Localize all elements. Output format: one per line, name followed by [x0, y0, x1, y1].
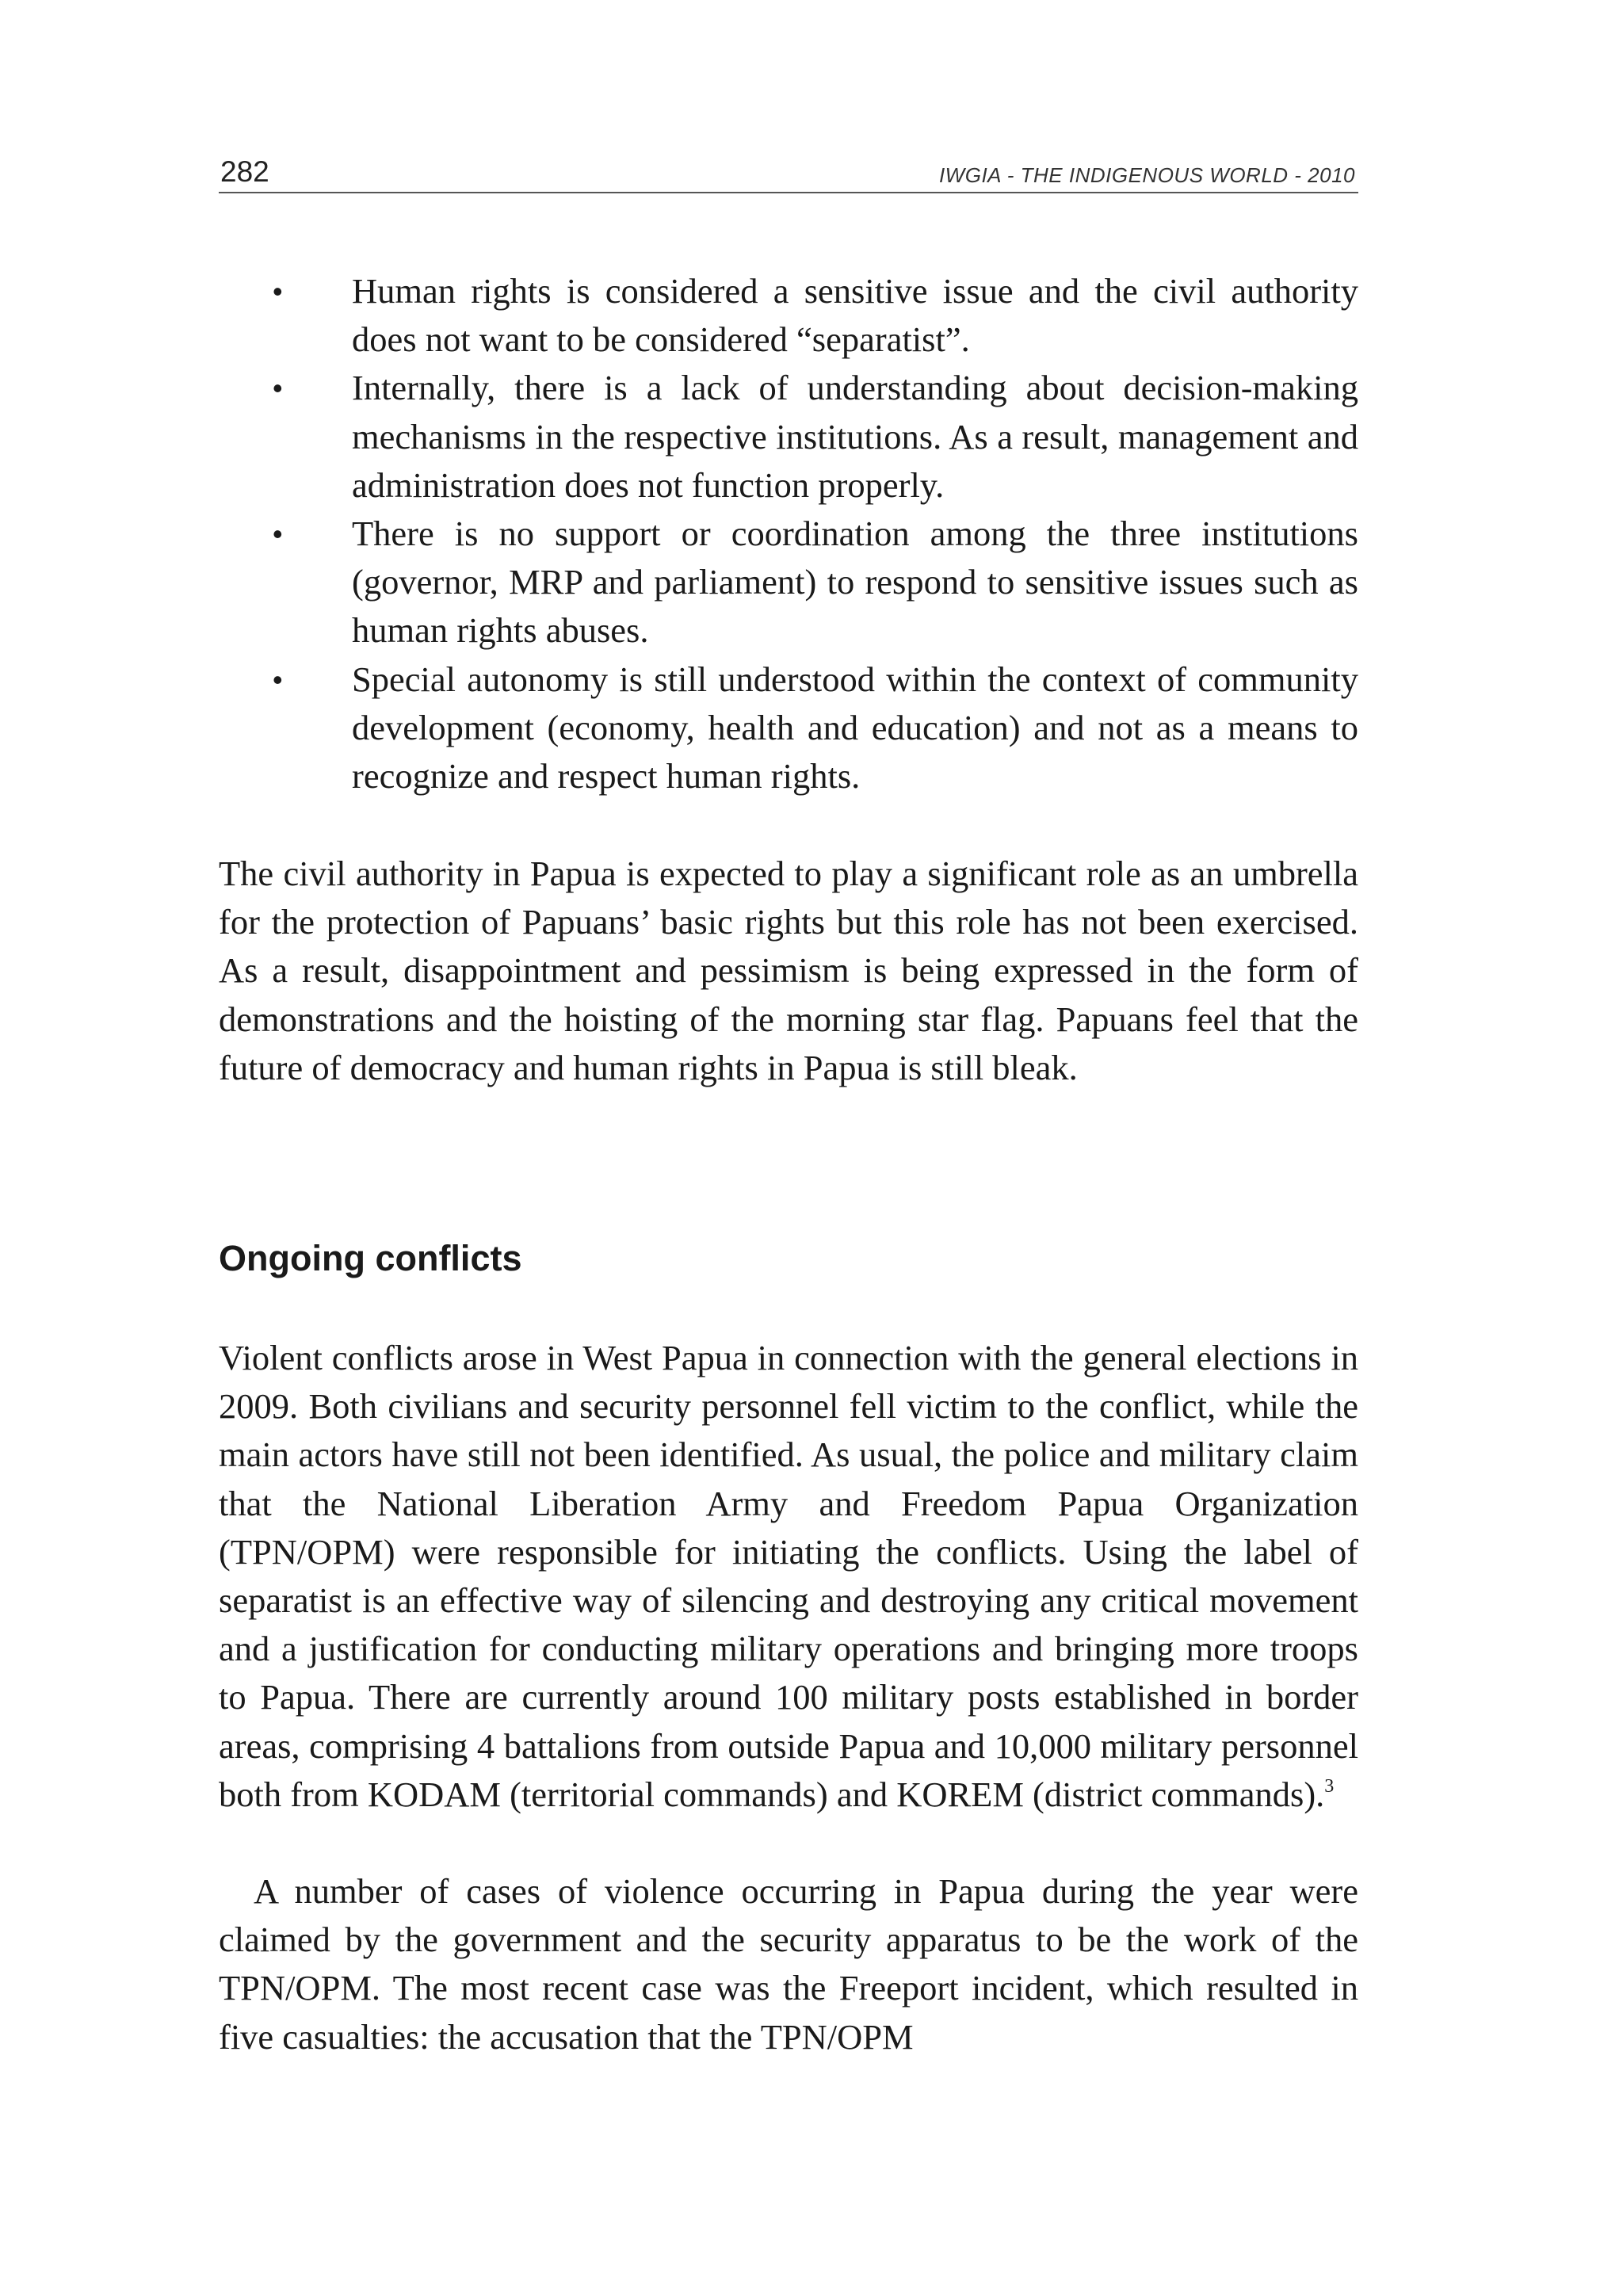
list-item	[219, 655, 1358, 801]
paragraph-conflicts-intro	[219, 1334, 1358, 1819]
bullet-icon: •	[273, 275, 283, 308]
paragraph-text: Violent conflicts arose in West Papua in connection with the general elections in 2009. Both civilians and security personnel fell victim to the conflict, while the main actors have still not been identified. As usual, the police and military claim that the National Liberation Army and Freedom Papua Organization (TPN/OPM) were responsible for initiating the conflicts. Using the label of separatist is an effective way of silencing and destroying any critical movement and a justification for conducting military operations and bringing more troops to Papua. There are currently around 100 military posts established in border areas, comprising 4 battalions from outside Papua and 10,000 military personnel both from KODAM (territorial commands) and KOREM (district commands).	[219, 1338, 1358, 1814]
bullet-list	[219, 267, 1358, 800]
running-header	[219, 152, 1358, 193]
running-head-title: IWGIA - THE INDIGENOUS WORLD - 2010	[938, 163, 1355, 187]
page-number: 282	[220, 155, 269, 188]
paragraph-civil-authority: The civil authority in Papua is expected to play a significant role as an umbrella for the protection of Papuans’ basic rights but this role has not been exercised. As a result, disappointment and pessimism is being expressed in the form of demonstrations and the hoisting of the morning star flag. Papuans feel that the future of democracy and human rights in Papua is still bleak.	[219, 854, 1358, 1087]
bullet-text: Special autonomy is still understood within the context of community development (economy, health and education) and not as a means to recognize and respect human rights.	[352, 659, 1358, 797]
bullet-text: Human rights is considered a sensitive issue and the civil authority does not want to be considered “separatist”.	[352, 271, 1358, 360]
footnote-marker[interactable]: 3	[1324, 1775, 1335, 1797]
bullet-text: There is no support or coordination among the three institutions (governor, MRP and parliament) to respond to sensitive issues such as human rights abuses.	[352, 514, 1358, 651]
bullet-icon: •	[273, 372, 283, 405]
list-item	[219, 364, 1358, 510]
list-item	[219, 267, 1358, 364]
paragraph-violence-cases: A number of cases of violence occurring in Papua during the year were claimed by the government and the security apparatus to be the work of the TPN/OPM. The most recent case was the Freeport incident, which resulted in five casualties: the accusation that the TPN/OPM	[219, 1871, 1358, 2057]
bullet-icon: •	[273, 663, 283, 696]
list-item	[219, 510, 1358, 655]
section-heading: Ongoing conflicts	[219, 1238, 522, 1278]
bullet-icon: •	[273, 518, 283, 551]
bullet-text: Internally, there is a lack of understanding about decision-making mechanisms in the respective institutions. As a result, management and administration does not function properly.	[352, 368, 1358, 505]
